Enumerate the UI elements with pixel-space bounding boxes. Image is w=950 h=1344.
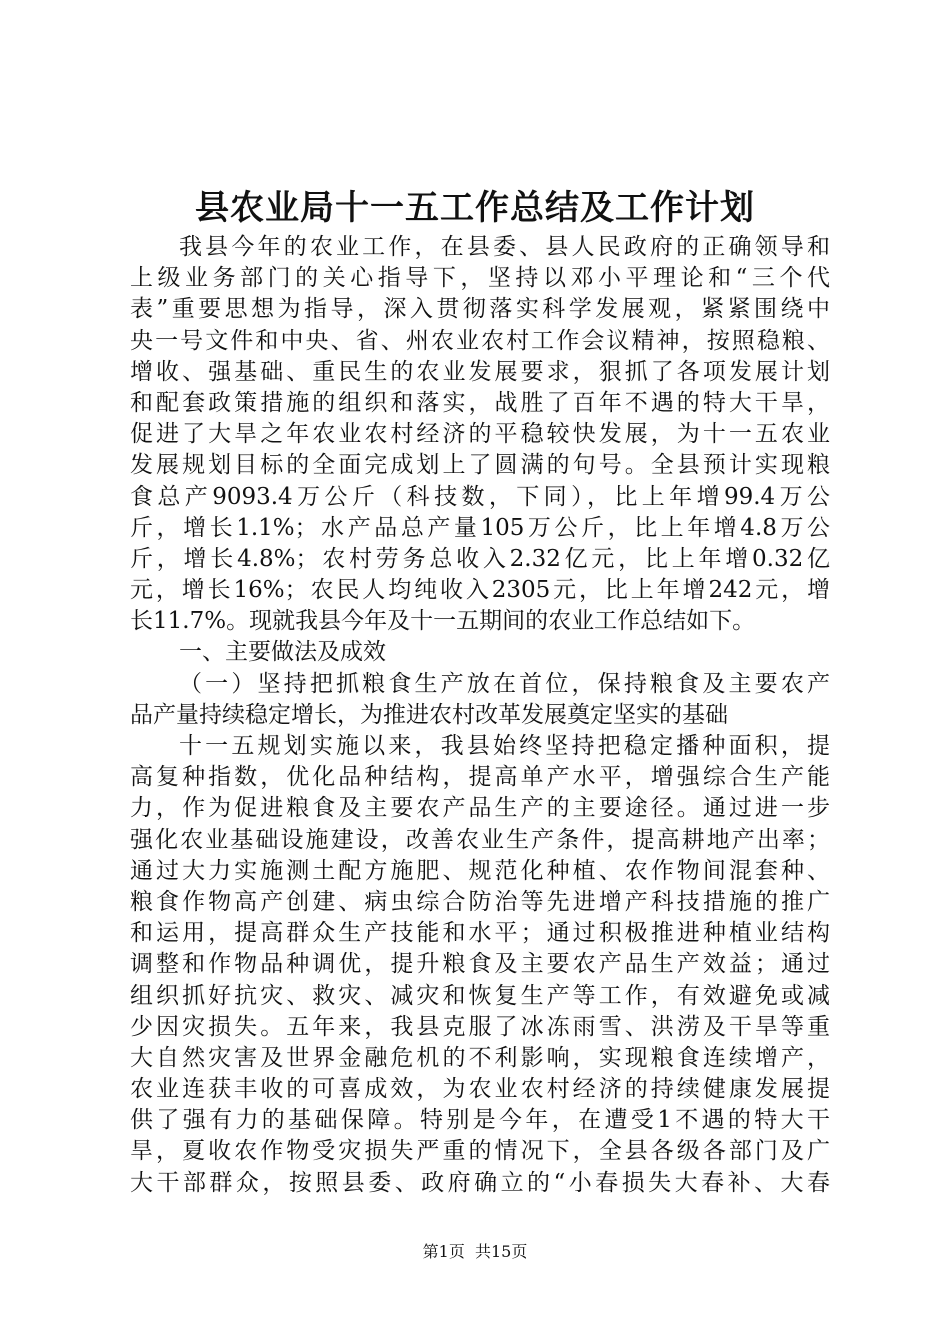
- body-line: 上级业务部门的关心指导下，坚持以邓小平理论和“三个代: [130, 265, 830, 292]
- body-line: 大干部群众，按照县委、政府确立的“小春损失大春补、大春: [130, 1169, 830, 1196]
- body-line: 促进了大旱之年农业农村经济的平稳较快发展，为十一五农业: [130, 421, 830, 448]
- body-line: 发展规划目标的全面完成划上了圆满的句号。全县预计实现粮: [130, 452, 830, 479]
- body-line: 斤，增长4.8%；农村劳务总收入2.32亿元，比上年增0.32亿: [130, 545, 830, 572]
- body-line: 通过大力实施测土配方施肥、规范化种植、农作物间混套种、: [130, 857, 830, 884]
- body-line: 高复种指数，优化品种结构，提高单产水平，增强综合生产能: [130, 764, 830, 791]
- body-line: 十一五规划实施以来，我县始终坚持把稳定播种面积，提: [179, 733, 830, 759]
- section-heading: 一、主要做法及成效: [179, 639, 386, 666]
- body-line: 调整和作物品种调优，提升粮食及主要农产品生产效益；通过: [130, 951, 830, 978]
- body-line: 和运用，提高群众生产技能和水平；通过积极推进种植业结构: [130, 920, 830, 947]
- body-line: 我县今年的农业工作，在县委、县人民政府的正确领导和: [179, 234, 830, 260]
- document-body: [130, 232, 830, 1199]
- body-line: 央一号文件和中央、省、州农业农村工作会议精神，按照稳粮、: [130, 327, 830, 354]
- body-line: 粮食作物高产创建、病虫综合防治等先进增产科技措施的推广: [130, 888, 830, 915]
- subsection-heading: （一）坚持把抓粮食生产放在首位，保持粮食及主要农产: [179, 670, 830, 697]
- body-line: 和配套政策措施的组织和落实，战胜了百年不遇的特大干旱，: [130, 389, 830, 416]
- page-footer: 第1页 共15页: [422, 1242, 528, 1261]
- body-line: 表”重要思想为指导，深入贯彻落实科学发展观，紧紧围绕中: [130, 296, 830, 323]
- document-title: 县农业局十一五工作总结及工作计划: [195, 188, 755, 228]
- body-line: 力，作为促进粮食及主要农产品生产的主要途径。通过进一步: [130, 795, 830, 822]
- body-line: 增收、强基础、重民生的农业发展要求，狠抓了各项发展计划: [130, 358, 830, 385]
- body-line: 农业连获丰收的可喜成效，为农业农村经济的持续健康发展提: [130, 1076, 830, 1103]
- body-line: 长11.7%。现就我县今年及十一五期间的农业工作总结如下。: [130, 608, 756, 635]
- body-line: 供了强有力的基础保障。特别是今年，在遭受1不遇的特大干: [130, 1107, 830, 1134]
- body-line: 少因灾损失。五年来，我县克服了冰冻雨雪、洪涝及干旱等重: [130, 1013, 830, 1040]
- body-line: 旱，夏收农作物受灾损失严重的情况下，全县各级各部门及广: [130, 1138, 830, 1165]
- subsection-heading: 品产量持续稳定增长，为推进农村改革发展奠定坚实的基础: [130, 701, 728, 728]
- body-line: 斤，增长1.1%；水产品总产量105万公斤，比上年增4.8万公: [130, 514, 830, 541]
- body-line: 强化农业基础设施建设，改善农业生产条件，提高耕地产出率；: [130, 826, 830, 853]
- body-line: 食总产9093.4万公斤（科技数，下同），比上年增99.4万公: [130, 483, 830, 510]
- body-line: 大自然灾害及世界金融危机的不利影响，实现粮食连续增产，: [130, 1044, 830, 1071]
- body-line: 组织抓好抗灾、救灾、减灾和恢复生产等工作，有效避免或减: [130, 982, 830, 1009]
- body-line: 元，增长16%；农民人均纯收入2305元，比上年增242元，增: [130, 577, 830, 604]
